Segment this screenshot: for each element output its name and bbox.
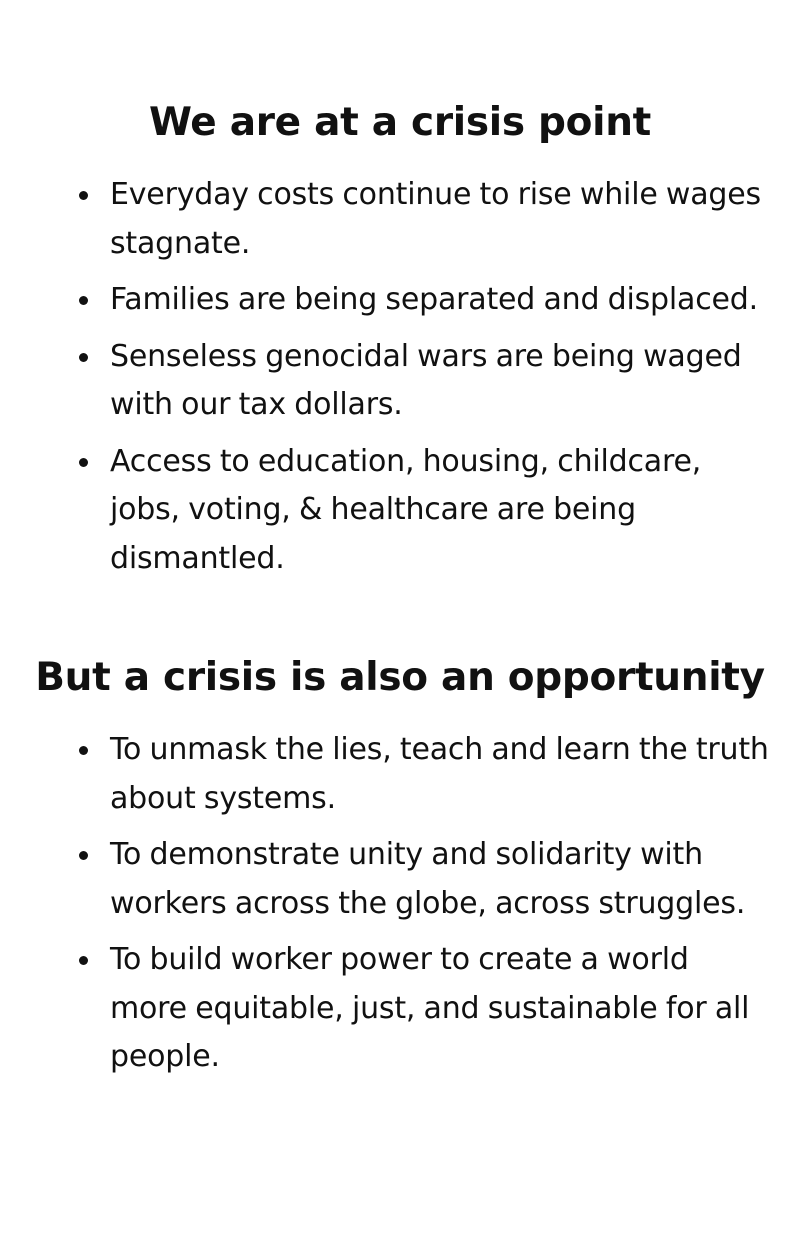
list-item: To build worker power to create a world more equitable, just, and sustainable for all people.: [110, 936, 770, 1082]
list-item: Families are being separated and displaced.: [110, 276, 770, 325]
list-item: To demonstrate unity and solidarity with workers across the globe, across struggles.: [110, 831, 770, 928]
opportunity-section: [0, 653, 800, 1082]
crisis-section: [0, 98, 800, 583]
list-item: Access to education, housing, childcare, jobs, voting, & healthcare are being dismantled.: [110, 438, 770, 584]
list-item: Senseless genocidal wars are being waged with our tax dollars.: [110, 333, 770, 430]
opportunity-list: [0, 726, 770, 1082]
crisis-heading: We are at a crisis point: [148, 100, 652, 145]
list-item: Everyday costs continue to rise while wages stagnate.: [110, 171, 770, 268]
list-item: To unmask the lies, teach and learn the truth about systems.: [110, 726, 770, 823]
crisis-list: [0, 171, 770, 583]
opportunity-heading: But a crisis is also an opportunity: [35, 655, 765, 700]
